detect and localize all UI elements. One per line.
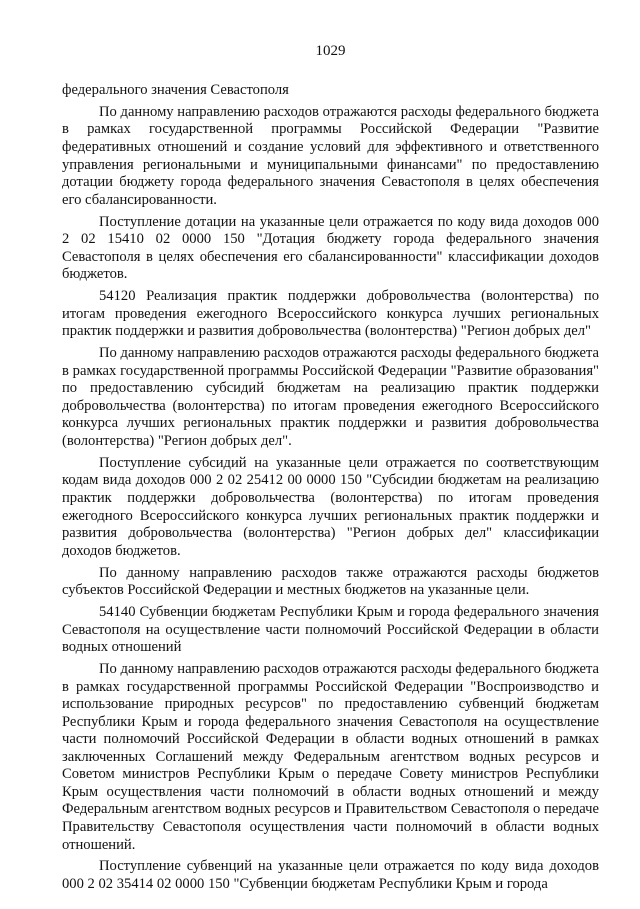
section-heading-54120: 54120 Реализация практик поддержки добровольчества (волонтерства) по итогам проведения ежегодного Всероссийского конкурса лучших региональных практик поддержки и развития добровольчества (волонтерства) "Регион добрых дел" — [62, 288, 599, 340]
body-text — [62, 82, 599, 894]
paragraph: Поступление дотации на указанные цели отражается по коду вида доходов 000 2 02 15410 02 0000 150 "Дотация бюджету города федерального значения Севастополя в целях обеспечения его сбалансированности" классификации доходов бюджетов. — [62, 213, 599, 283]
paragraph: Поступление субвенций на указанные цели отражается по коду вида доходов 000 2 02 35414 02 0000 150 "Субвенции бюджетам Республики Крым и города — [62, 858, 599, 893]
page-content — [62, 42, 599, 902]
paragraph: По данному направлению расходов также отражаются расходы бюджетов субъектов Российской Федерации и местных бюджетов на указанные цели. — [62, 564, 599, 599]
section-heading-54140: 54140 Субвенции бюджетам Республики Крым и города федерального значения Севастополя на осуществление части полномочий Российской Федерации в области водных отношений — [62, 604, 599, 656]
paragraph: Поступление субсидий на указанные цели отражается по соответствующим кодам вида доходов 000 2 02 25412 00 0000 150 "Субсидии бюджетам на реализацию практик поддержки добровольчества (волонтерства) по итогам проведения ежегодного Всероссийского конкурса лучших региональных практик поддержки и развития добровольчества (волонтерства) "Регион добрых дел" классификации доходов бюджетов. — [62, 454, 599, 559]
paragraph: По данному направлению расходов отражаются расходы федерального бюджета в рамках государственной программы Российской Федерации "Развитие федеративных отношений и создание условий для эффективного и ответственного управления региональными и муниципальными финансами" по предоставлению дотации бюджету города федерального значения Севастополя в целях обеспечения его сбалансированности. — [62, 103, 599, 208]
paragraph: По данному направлению расходов отражаются расходы федерального бюджета в рамках государственной программы Российской Федерации "Развитие образования" по предоставлению субсидий бюджетам на реализацию практик поддержки добровольчества (волонтерства) по итогам проведения ежегодного Всероссийского конкурса лучших региональных практик поддержки и развития добровольчества (волонтерства) "Регион добрых дел". — [62, 345, 599, 449]
paragraph: По данному направлению расходов отражаются расходы федерального бюджета в рамках государственной программы Российской Федерации "Воспроизводство и использование природных ресурсов" по предоставлению субвенций бюджетам Республики Крым и города федерального значения Севастополя на осуществление части полномочий Российской Федерации в области водных отношений в рамках заключенных Соглашений между Федеральным агентством водных ресурсов и Советом министров Республики Крым о передаче Совету министров Республики Крым осуществления части полномочий в области водных отношений и между Федеральным агентством водных ресурсов и Правительством Севастополя о передаче Правительству Севастополя осуществления части полномочий в области водных отношений. — [62, 661, 599, 853]
paragraph-continuation: федерального значения Севастополя — [62, 82, 289, 98]
page-number: 1029 — [315, 43, 346, 59]
